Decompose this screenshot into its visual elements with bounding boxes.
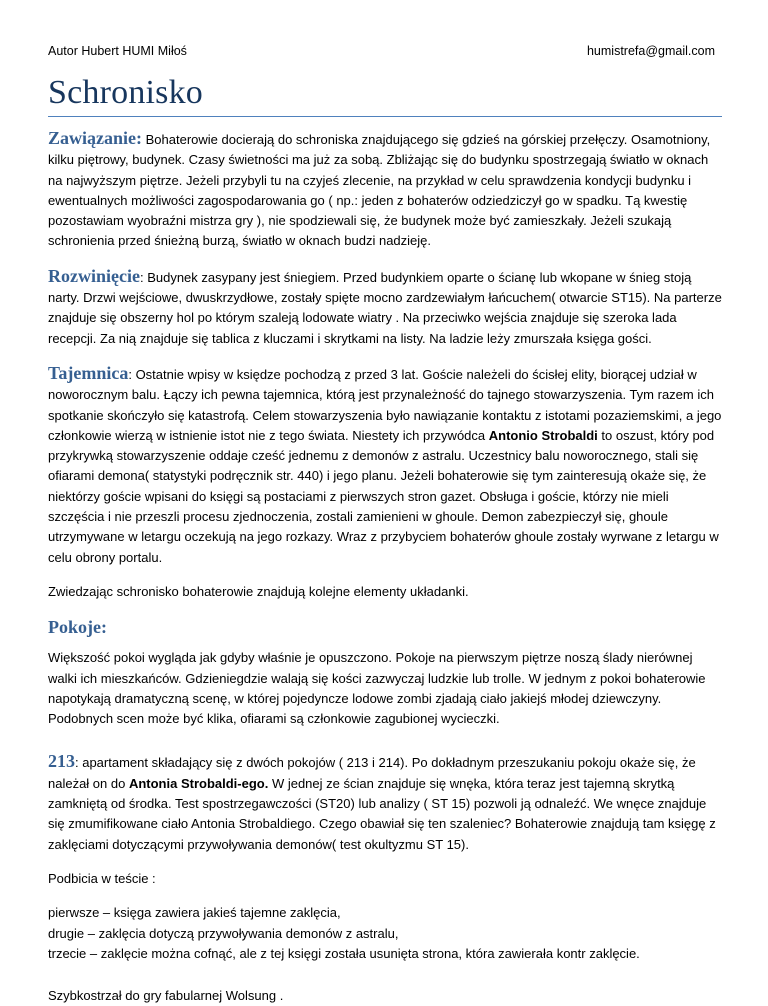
text-tajemnica-2: to oszust, który pod przykrywką stowarzyszenie oddaje cześć jednemu z demonów z astralu. Uczestnicy balu noworocznego, stali się ofiarami demona( statystyki podręcznik str. 440) i jego planu. Jeżeli bohaterowie się tym zainteresują okaże się, że niektórzy goście wpisani do księgi są postaciami z pierwszych stron gazet. Obsługa i goście, którzy nie mieli szczęścia i nie przeszli procesu zjednoczenia, zostali zamienieni w ghoule. Demon zabezpieczył się, ghoule utrzymywane w letargu oczekują na jego rozkazy. Wraz z przybyciem bohaterów ghoule zostały wyrwane z letargu w celu obrony portalu. xyxy=(48,427,719,565)
podbicia-line-2: drugie – zaklęcia dotyczą przywoływania demonów z astralu, xyxy=(48,925,399,941)
section-tajemnica xyxy=(48,363,725,568)
text-tajemnica-1: : Ostatnie wpisy w księdze pochodzą z przed 3 lat. Goście należeli do ścisłej elity, biorącej udział w noworocznym balu. Łączy ich pewna tajemnica, którą jest przynależność do tajnego stowarzyszenia. Tym razem ich spotkanie skończyło się katastrofą. Celem stowarzyszenia było nawiązanie kontaktu z istotami pozaziemskimi, a jego członkowie wierzą w istnienie istot nie z tego świata. Niestety ich przywódca xyxy=(48,366,722,443)
podbicia-title: Podbicia w teście : xyxy=(48,870,156,886)
header-author: Autor Hubert HUMI Miłoś xyxy=(48,44,187,58)
text-pokoje: Większość pokoi wygląda jak gdyby właśnie je opuszczono. Pokoje na pierwszym piętrze noszą ślady nierównej walki ich mieszkańców. Gdzieniegdzie walają się kości zazwyczaj ludzkie lub trolle. W jednym z pokoi bohaterowie napotykają dramatyczną scenę, w której pojedyncze lodowe zombi zjadają ciało jakiejś młodej dziewczyny. Podobnych scen może być klika, ofiarami są członkowie zagubionej wycieczki. xyxy=(48,650,706,727)
document-title: Schronisko xyxy=(48,74,203,111)
podbicia-line-3: trzecie – zaklęcie można cofnąć, ale z tej księgi została usunięta strona, która zawierała kontr zaklęcie. xyxy=(48,945,640,961)
intro-line: Zwiedzając schronisko bohaterowie znajdują kolejne elementy układanki. xyxy=(48,583,469,599)
name-antonia-strobaldi: Antonia Strobaldi-ego. xyxy=(128,775,269,791)
document-body xyxy=(48,128,725,1006)
text-213-1: : apartament składający się z dwóch pokojów ( 213 i 214). Po dokładnym przeszukaniu pokoju okaże się, że należał on do xyxy=(48,755,696,791)
section-zawiazanie xyxy=(48,128,725,252)
text-zawiazanie: Bohaterowie docierają do schroniska znajdującego się gdzieś na górskiej przełęczy. Osamotniony, kilku piętrowy, budynek. Czasy świetności ma już za sobą. Zbliżając się do budynku spostrzegają światło w oknach na najwyższym piętrze. Jeżeli przybyli tu na czyjeś zlecenie, na przykład w celu sprawdzenia kondycji budynku i ewentualnych możliwości zagospodarowania go ( np.: jeden z bohaterów odziedziczył go w spadku. Tą kwestię pozostawiam wyobraźni mistrza gry ), nie spodziewali się, że budynek może być zamieszkały. Jeżeli szukają schronienia przed śnieżną burzą, światło w oknach budzi nadzieję. xyxy=(48,132,711,249)
heading-tajemnica: Tajemnica xyxy=(48,362,129,383)
name-antonio-strobaldi: Antonio Strobaldi xyxy=(488,427,598,443)
header-email: humistrefa@gmail.com xyxy=(586,44,715,58)
section-rozwiniecie xyxy=(48,266,725,349)
heading-zawiazanie: Zawiązanie: xyxy=(48,128,142,148)
section-room-213 xyxy=(48,751,725,854)
text-rozwiniecie: : Budynek zasypany jest śniegiem. Przed budynkiem oparte o ścianę lub wkopane w śnieg stoją narty. Drzwi wejściowe, dwuskrzydłowe, zostały spięte mocno zardzewiałym łańcuchem( otwarcie ST15). Na parterze znajduje się obszerny hol po którym szaleją lodowate wiatry . Na przeciwko wejścia znajduje się szeroka lada recepcji. Za nią znajduje się tablica z kluczami i skrytkami na listy. Na ladzie leży zmurszała księga gości. xyxy=(48,269,722,346)
heading-pokoje: Pokoje: xyxy=(48,617,107,638)
title-underline xyxy=(48,116,722,117)
text-213-2: W jednej ze ścian znajduje się wnęka, która teraz jest tajemną skrytką zamkniętą od środka. Test spostrzegawczości (ST20) lub analizy ( ST 15) pozwoli ją odnaleźć. We wnęce znajduje się zmumifikowane ciało Antonia Strobaldiego. Czego obawiał się ten szaleniec? Bohaterowie znajdują tam księgę z zaklęciami dotyczącymi przywoływania demonów( test okultyzmu ST 15). xyxy=(48,775,716,852)
footer-line: Szybkostrzał do gry fabularnej Wolsung . xyxy=(48,988,284,1004)
heading-213: 213 xyxy=(48,751,75,772)
podbicia-line-1: pierwsze – księga zawiera jakieś tajemne zaklęcia, xyxy=(48,905,341,921)
heading-rozwiniecie: Rozwinięcie xyxy=(48,265,140,286)
